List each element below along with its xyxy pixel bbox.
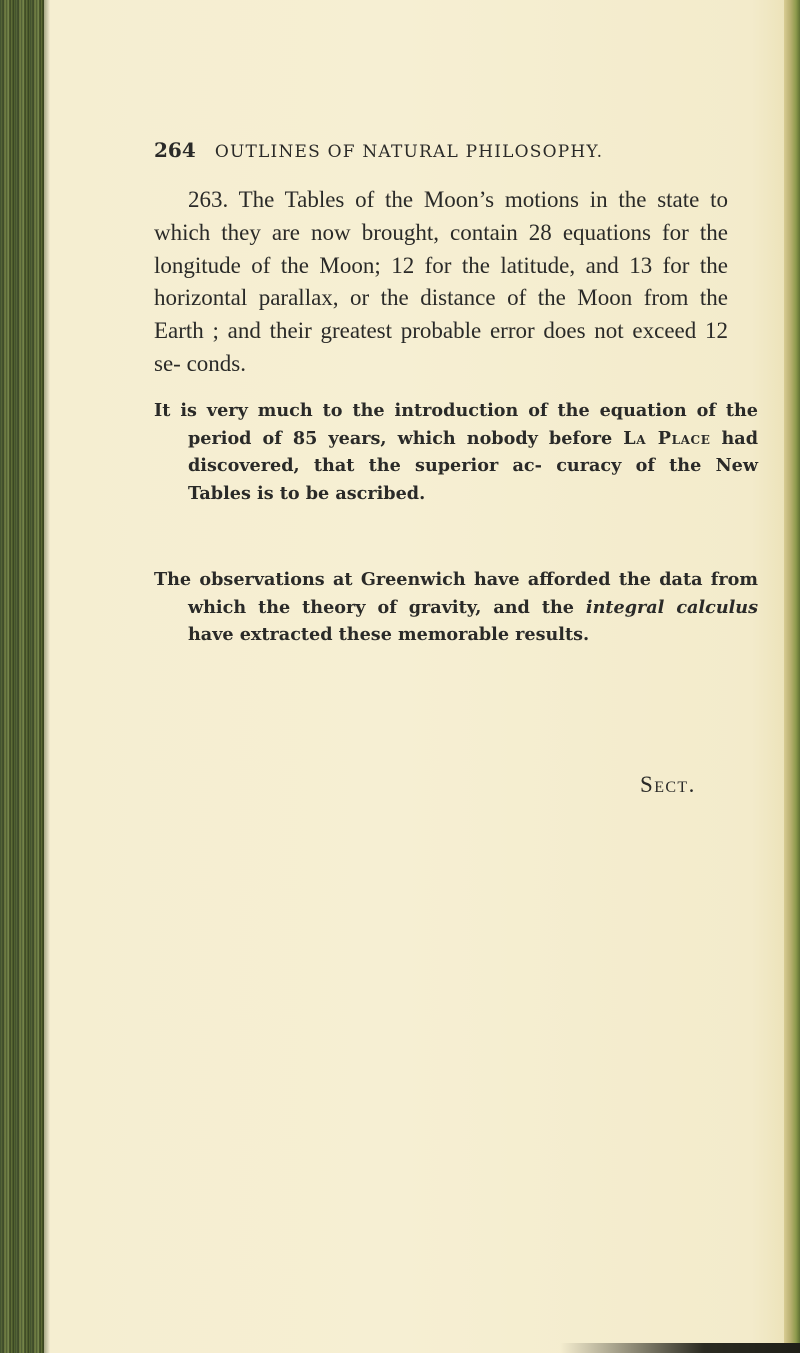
note-2-italic: integral calculus: [585, 596, 758, 618]
paragraph-text: The Tables of the Moon’s motions in the state to which they are now brought, contain 28 equations for the longitude of the Moon; 12 for the latitude, and 13 for the horizontal parallax, or the distance of the Moon from the Earth ; and their greatest probable error does not exceed 12 se- conds.: [154, 187, 728, 376]
page-number: 264: [154, 138, 196, 162]
note-1-text-after: had discovered, that the superior ac- curacy of the New Tables is to be ascribed.: [188, 427, 758, 504]
note-greenwich: [154, 566, 758, 649]
page-bottom-shadow: [560, 1343, 800, 1353]
note-la-place: [154, 397, 758, 507]
page-right-edge: [784, 0, 800, 1353]
binding-gutter: [0, 0, 44, 1353]
paragraph-number: 263.: [188, 187, 229, 212]
note-1-text-before: It is very much to the introduction of the equation of the period of 85 years, which nobody before: [154, 400, 758, 449]
page-header: [154, 138, 714, 166]
paragraph-263: [154, 184, 728, 381]
note-2-text-before: The observations at Greenwich have afforded the data from which the theory of gravity, and the: [154, 569, 758, 618]
catchword: Sect.: [640, 772, 696, 797]
note-1-name: La Place: [623, 427, 711, 449]
note-2-text-after: have extracted these memorable results.: [188, 624, 590, 645]
running-head: OUTLINES OF NATURAL PHILOSOPHY.: [214, 142, 604, 162]
